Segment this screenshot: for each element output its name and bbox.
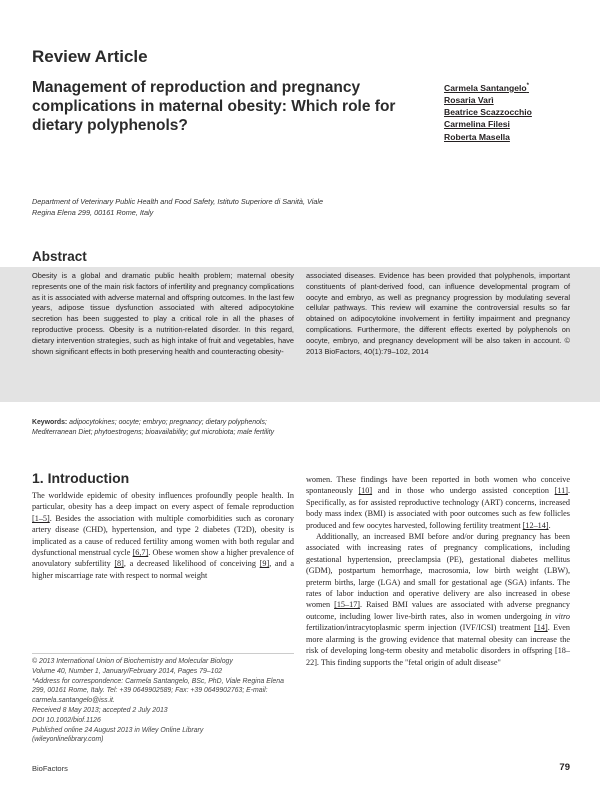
- citation-link[interactable]: [8]: [114, 559, 124, 569]
- affiliation: Department of Veterinary Public Health and Food Safety, Istituto Superiore di Sanità, Viale Regina Elena 299, 00161 Rome, Italy: [32, 197, 324, 217]
- body-text: . Raised BMI values are associated with adverse pregnancy outcome, including lower live-birth rates, also in women undergoing: [306, 600, 570, 621]
- abstract-text-left: Obesity is a global and dramatic public health problem; maternal obesity represents one of the main risk factors of infertility and pregnancy complications as it is associated with adverse maternal and offspring outcomes. In the last few years, adipose tissue dysfunction associated with altered adipocytokine secretion has been suggested to play a critical role in all the phases of reproductive process. Obesity is a nutrition-related disorder. In this regard, dietary intervention strategies, such as high intake of fruit and vegetables, have shown significant effects in both preserving health and counteracting obesity-: [32, 271, 294, 356]
- author-link[interactable]: Rosaria Varì: [444, 95, 494, 106]
- author-link[interactable]: Roberta Masella: [444, 131, 510, 142]
- correspondence-line: *Address for correspondence: Carmela Santangelo, BSc, PhD, Viale Regina Elena 299, 00161 Rome, Italy. Tel: +39 0649902589; Fax: +39 0649902763; E-mail: carmela.santangelo@iss.it.: [32, 677, 284, 705]
- citation-link[interactable]: [1–5]: [32, 513, 50, 523]
- body-text: Additionally, an increased BMI before and/or during pregnancy has been associated with increasing rates of pregnancy complications, including gestational hypertension, preeclampsia (PE), gestational diabetes mellitus (GDM), postpartum hemorrhage, macrosomia, low birth weight (LBW), preterm births, large (LGA) and small for gestational age (SGA) infants. The rates of labor induction and operative delivery are also increased in obese women: [306, 532, 570, 610]
- body-text: in vitro: [545, 611, 570, 621]
- citation-link[interactable]: [11]: [554, 486, 568, 496]
- published-line: Published online 24 August 2013 in Wiley Online Library: [32, 726, 204, 734]
- body-text: .: [548, 520, 551, 530]
- body-text: , and a higher miscarriage rate with respect to normal weight: [32, 559, 294, 580]
- article-title: Management of reproduction and pregnancy complications in maternal obesity: Which role for dietary polyphenols?: [32, 79, 396, 134]
- author-link[interactable]: Carmela Santangelo*: [444, 82, 529, 93]
- keywords-label: Keywords:: [32, 419, 68, 426]
- volume-line: Volume 40, Number 1, January/February 2014, Pages 79–102: [32, 667, 223, 675]
- body-text: and in those who undergo assisted conception: [372, 486, 555, 496]
- body-text: women. These findings have been reported in both women who conceive spontaneously: [306, 475, 570, 496]
- citation-link[interactable]: [6,7]: [132, 548, 149, 558]
- body-text: . Even more alarming is the growing evidence that maternal obesity can increase the risk of developing long-term obesity and metabolic disorders in offspring [18–22]. This finding supports the "fetal origin of adult disease": [306, 623, 570, 667]
- abstract-heading: Abstract: [32, 249, 87, 264]
- body-text: , a decreased likelihood of conceiving: [123, 559, 260, 569]
- author-link[interactable]: Carmelina Filesi: [444, 119, 510, 130]
- keywords-text: adipocytokines; oocyte; embryo; pregnancy; dietary polyphenols; Mediterranean Diet; phytoestrogens; bioavailability; gut microbiota; male fertility: [32, 419, 275, 436]
- citation-link[interactable]: [15–17]: [334, 600, 361, 610]
- abstract-text-right: associated diseases. Evidence has been provided that polyphenols, important constituents of plant-derived food, can influence developmental program of oocyte and embryo, as well as pregnancy progression by modulating several cellular pathways. This review will examine the controversial results so far obtained on adipocytokine involvement in fertility impairment and pregnancy complications. Furthermore, the different effects exerted by polyphenols on oocyte, embryo, and pregnancy development will be also taken in account. © 2013 BioFactors, 40(1):79–102, 2014: [306, 271, 570, 356]
- body-text: The worldwide epidemic of obesity influences profoundly people health. In particular, obesity has a deep impact on every aspect of female reproduction: [32, 491, 294, 512]
- body-text: . Specifically, as for assisted reproductive technology (ART) concerns, increased body mass index (BMI) is associated with poor outcomes such as few follicles produced and few oocytes harvested, following fertility treatment: [306, 486, 570, 530]
- copyright-line: © 2013 International Union of Biochemistry and Molecular Biology: [32, 658, 233, 665]
- author-link[interactable]: Beatrice Scazzocchio: [444, 107, 532, 118]
- citation-link[interactable]: [14]: [534, 623, 548, 633]
- citation-link[interactable]: [9]: [259, 559, 270, 569]
- doi-line: DOI 10.1002/biof.1126: [32, 716, 101, 724]
- intro-paragraph: [32, 490, 294, 581]
- article-footnote: [32, 657, 294, 745]
- intro-column-left: [32, 490, 294, 581]
- intro-column-right: [306, 474, 570, 668]
- intro-paragraph: [306, 531, 570, 668]
- citation-link[interactable]: [10]: [358, 486, 373, 496]
- intro-paragraph: [306, 474, 570, 531]
- body-text: . Obese women show a higher prevalence of anovulatory subfertility: [32, 548, 294, 569]
- section-heading-introduction: 1. Introduction: [32, 470, 130, 486]
- page-number: 79: [559, 762, 570, 773]
- journal-name: BioFactors: [32, 764, 68, 773]
- received-line: Received 8 May 2013; accepted 2 July 2013: [32, 706, 168, 714]
- citation-link[interactable]: [12–14]: [522, 520, 549, 530]
- keywords: [32, 418, 294, 437]
- author-list: [444, 80, 594, 143]
- body-text: fertilization/intracytoplasmic sperm injection (IVF/ICSI) treatment: [306, 623, 535, 633]
- article-type: Review Article: [32, 47, 148, 66]
- body-text: . Besides the association with multiple comorbidities such as coronary artery disease (CHD), hypertension, and type 2 diabetes (T2D), obesity is implicated as a cause of reduced fertility among women with both regular and dysfunctional menstrual cycle: [32, 513, 294, 558]
- website-line: (wileyonlinelibrary.com): [32, 736, 104, 744]
- footnote-divider: [32, 653, 294, 654]
